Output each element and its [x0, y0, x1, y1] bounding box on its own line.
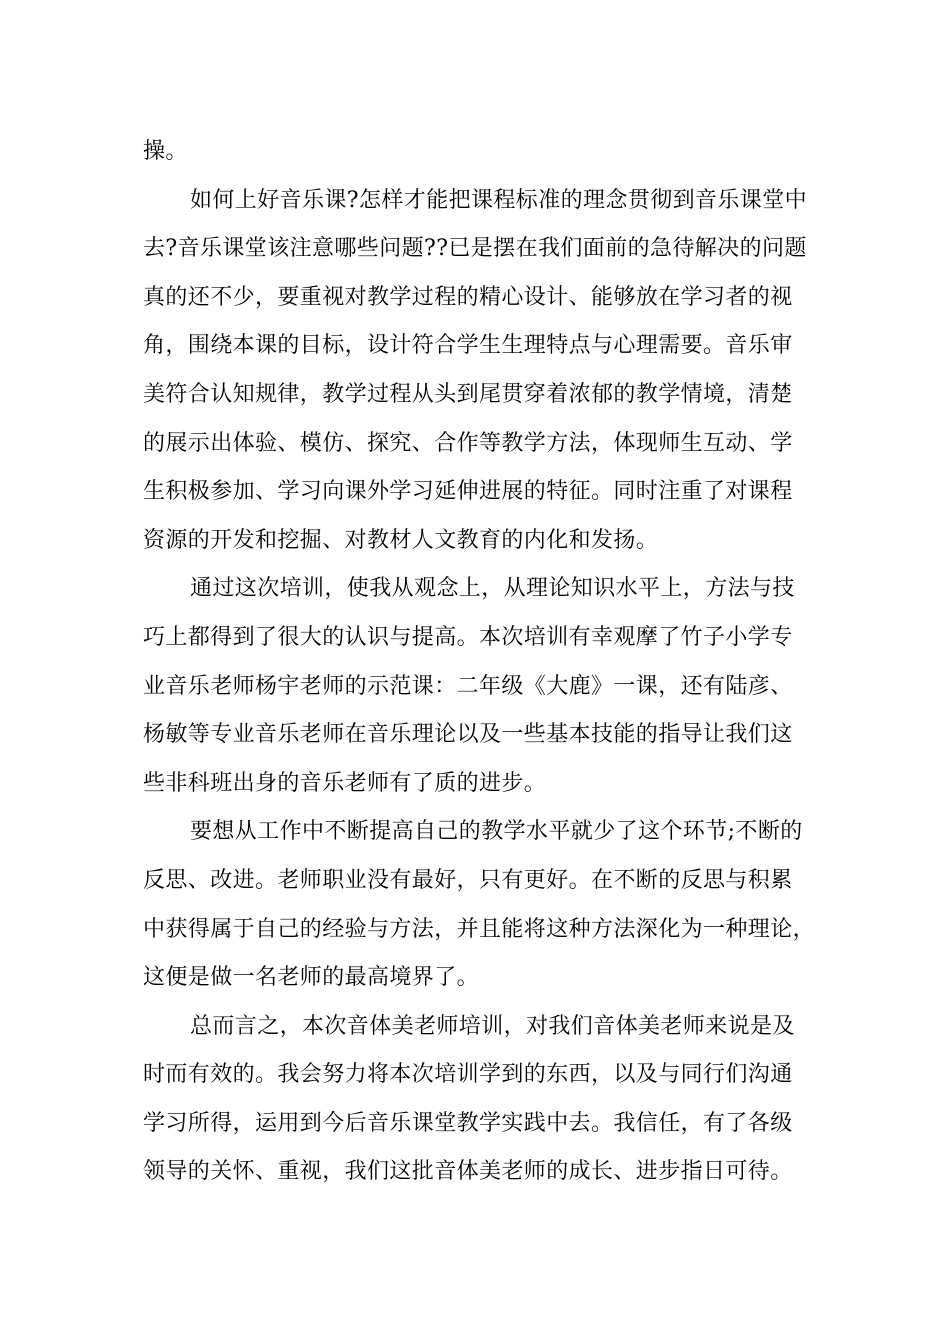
paragraph-line: 去?音乐课堂该注意哪些问题??已是摆在我们面前的急待解决的问题	[143, 236, 807, 262]
paragraph-line: 操。	[143, 139, 188, 164]
paragraph-line: 些非科班出身的音乐老师有了质的进步。	[143, 770, 547, 796]
paragraph-first-line: 总而言之，本次音体美老师培训，对我们音体美老师来说是及	[190, 1013, 795, 1039]
paragraph-line: 时而有效的。我会努力将本次培训学到的东西，以及与同行们沟通	[143, 1062, 793, 1088]
paragraph-line: 美符合认知规律，教学过程从头到尾贯穿着浓郁的教学情境，清楚	[143, 381, 793, 407]
paragraph-line: 学习所得，运用到今后音乐课堂教学实践中去。我信任，有了各级	[143, 1110, 793, 1136]
paragraph-first-line: 通过这次培训，使我从观念上，从理论知识水平上，方法与技	[190, 576, 795, 602]
paragraph-line: 这便是做一名老师的最高境界了。	[143, 965, 480, 991]
paragraph-first-line: 如何上好音乐课?怎样才能把课程标准的理念贯彻到音乐课堂中	[190, 187, 807, 213]
paragraph-line: 中获得属于自己的经验与方法，并且能将这种方法深化为一种理论，	[143, 916, 816, 942]
paragraph-line: 真的还不少，要重视对教学过程的精心设计、能够放在学习者的视	[143, 284, 793, 310]
paragraph-line: 杨敏等专业音乐老师在音乐理论以及一些基本技能的指导让我们这	[143, 722, 793, 748]
paragraph-line: 生积极参加、学习向课外学习延伸进展的特征。同时注重了对课程	[143, 479, 793, 505]
paragraph-first-line: 要想从工作中不断提高自己的教学水平就少了这个环节;不断的	[190, 819, 803, 845]
paragraph-line: 巧上都得到了很大的认识与提高。本次培训有幸观摩了竹子小学专	[143, 624, 793, 650]
paragraph-line: 业音乐老师杨宇老师的示范课：二年级《大鹿》一课，还有陆彦、	[143, 673, 793, 699]
paragraph-line: 的展示出体验、模仿、探究、合作等教学方法，体现师生互动、学	[143, 430, 793, 456]
paragraph-line: 角，围绕本课的目标，设计符合学生生理特点与心理需要。音乐审	[143, 333, 793, 359]
paragraph-line: 领导的关怀、重视，我们这批音体美老师的成长、进步指日可待。	[143, 1159, 793, 1185]
paragraph-line: 资源的开发和挖掘、对教材人文教育的内化和发扬。	[143, 527, 659, 553]
body-text	[143, 128, 833, 1197]
paragraph-line: 反思、改进。老师职业没有最好，只有更好。在不断的反思与积累	[143, 867, 793, 893]
